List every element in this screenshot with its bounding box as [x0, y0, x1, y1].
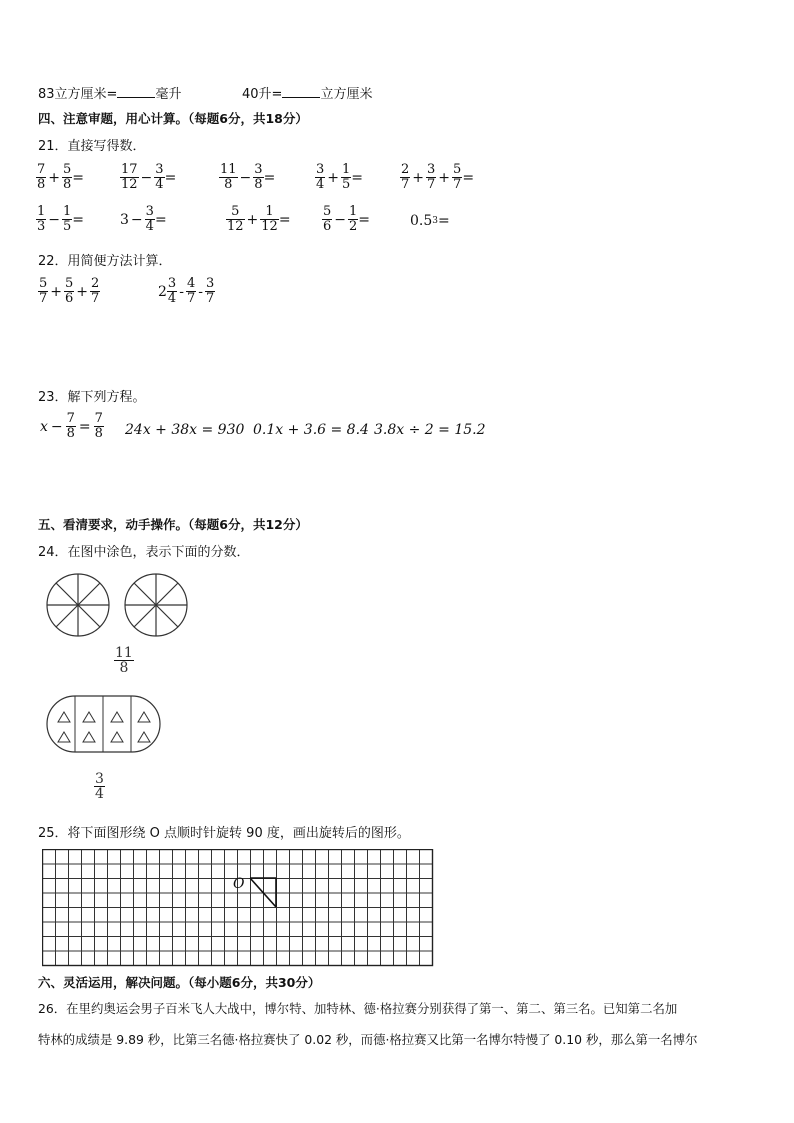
q23-eq3: 0.1x + 3.6 = 8.4	[253, 422, 369, 438]
q22-expr2: 2 $\frac{3}{4}$ - $\frac{4}{7}$ - $\frac{3}{7}$	[158, 276, 215, 306]
q21-r2-item1: $\frac{1}{3}$ − $\frac{1}{5}$ =	[37, 204, 85, 234]
q21-r2-item4: $\frac{5}{6}$ − $\frac{1}{2}$ =	[323, 204, 371, 234]
q21-r1-item2: $\frac{17}{12}$ − $\frac{3}{4}$ =	[121, 162, 177, 192]
q20-right	[242, 83, 372, 102]
q26-line2: 特林的成绩是 9.89 秒，比第三名德·格拉赛快了 0.02 秒，而德·格拉赛又比第一名博尔特慢了 0.10 秒，那么第一名博尔	[38, 1032, 698, 1047]
triangle-icons	[58, 712, 150, 742]
q21-r1-item1: $\frac{7}{8}$ + $\frac{5}{8}$ =	[37, 162, 85, 192]
circle-left	[47, 574, 109, 636]
point-o-label: O	[233, 876, 245, 892]
q23-eq4: 3.8x ÷ 2 = 15.2	[374, 422, 486, 438]
q24-stadium[interactable]	[44, 694, 164, 756]
q20-right-prefix: 40升=	[242, 87, 283, 102]
circle-right	[125, 574, 187, 636]
q21-r2-item3: $\frac{5}{12}$ + $\frac{1}{12}$ =	[227, 204, 291, 234]
q20-left-unit: 毫升	[155, 87, 182, 102]
q20-right-unit: 立方厘米	[320, 87, 373, 102]
q20-line	[38, 83, 181, 102]
q23-title: 23．解下列方程。	[38, 390, 146, 405]
q23-eq1: x − $\frac{7}{8}$ = $\frac{7}{8}$	[40, 411, 103, 441]
q20-left-prefix: 83立方厘米=	[38, 87, 118, 102]
q24-circles[interactable]	[40, 570, 200, 640]
q21-r2-item2: 3 − $\frac{3}{4}$ =	[120, 204, 167, 234]
q22-title: 22．用简便方法计算．	[38, 254, 172, 269]
section4-heading: 四、注意审题，用心计算。（每题6分，共18分）	[38, 111, 308, 126]
q21-r1-item5: $\frac{2}{7}$ + $\frac{3}{7}$ + $\frac{5}{7}$ =	[401, 162, 475, 192]
q24-title: 24．在图中涂色，表示下面的分数．	[38, 545, 250, 560]
q22-expr1: $\frac{5}{7}$ + $\frac{5}{6}$ + $\frac{2}{7}$	[39, 276, 100, 306]
q25-grid[interactable]	[42, 849, 434, 967]
q20-left-blank[interactable]	[117, 85, 155, 98]
q21-r1-item3: $\frac{11}{8}$ − $\frac{3}{8}$ =	[220, 162, 276, 192]
section6-heading: 六、灵活运用，解决问题。（每小题6分，共30分）	[38, 975, 321, 990]
q24-fraction-2: $\frac{3}{4}$	[95, 771, 104, 802]
q26-line1: 26．在里约奥运会男子百米飞人大战中，博尔特、加特林、德·格拉赛分别获得了第一、第二、第三名。已知第二名加	[38, 1001, 678, 1016]
section5-heading: 五、看清要求，动手操作。（每题6分，共12分）	[38, 517, 308, 532]
q25-title: 25．将下面图形绕 O 点顺时针旋转 90 度，画出旋转后的图形。	[38, 826, 410, 841]
q23-eq2: 24x + 38x = 930	[125, 422, 245, 438]
q24-fraction-1: $\frac{11}{8}$	[115, 645, 133, 676]
q20-right-blank[interactable]	[282, 85, 320, 98]
q21-title: 21．直接写得数．	[38, 139, 146, 154]
q21-r2-item5: 0.5 3 =	[410, 213, 450, 229]
q21-r1-item4: $\frac{3}{4}$ + $\frac{1}{5}$ =	[316, 162, 364, 192]
